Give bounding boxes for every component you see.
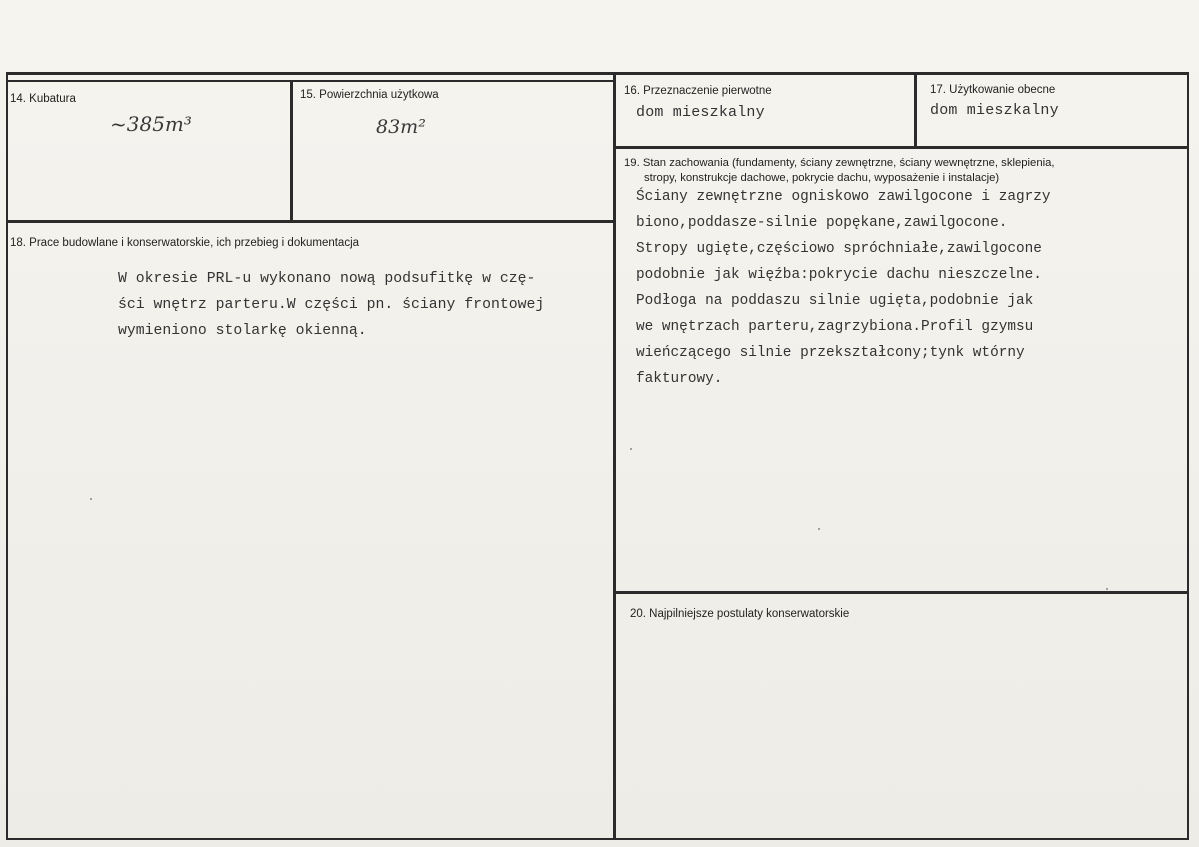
field-18-line: W okresie PRL-u wykonano nową podsufitkę w czę- (118, 271, 536, 287)
field-19-line: Ściany zewnętrzne ogniskowo zawilgocone i zagrzy (636, 189, 1051, 205)
paper-speck (630, 448, 632, 450)
field-16-value: dom mieszkalny (636, 104, 765, 121)
field-19-line: Stropy ugięte,częściowo spróchniałe,zawilgocone (636, 241, 1042, 257)
paper-speck (818, 528, 820, 530)
bottom-rule (6, 838, 1189, 840)
field-19-line: fakturowy. (636, 371, 723, 387)
row3-rule-right (614, 591, 1188, 594)
field-19-text (636, 184, 1051, 392)
field-15-label: 15. Powierzchnia użytkowa (300, 89, 439, 101)
field-18-line: wymieniono stolarkę okienną. (118, 323, 367, 339)
left-border (6, 72, 8, 840)
field-15-value: 83m² (376, 116, 426, 138)
field-19-label-line2: stropy, konstrukcje dachowe, pokrycie dachu, wyposażenie i instalacje) (644, 172, 1000, 184)
field-17-value: dom mieszkalny (930, 102, 1059, 119)
field-18-line: ści wnętrz parteru.W części pn. ściany frontowej (118, 297, 545, 313)
field-20-label: 20. Najpilniejsze postulaty konserwatorskie (630, 608, 850, 620)
field-19-line: we wnętrzach parteru,zagrzybiona.Profil gzymsu (636, 319, 1034, 335)
field-19-line: wieńczącego silnie przekształcony;tynk wtórny (636, 345, 1025, 361)
field-17-label: 17. Użytkowanie obecne (930, 84, 1056, 96)
field-19-line: biono,poddasze-silnie popękane,zawilgocone. (636, 215, 1008, 231)
field-18-label: 18. Prace budowlane i konserwatorskie, ich przebieg i dokumentacja (10, 237, 360, 249)
field-19-line: podobnie jak więźba:pokrycie dachu nieszczelne. (636, 267, 1042, 283)
field-14-label: 14. Kubatura (10, 93, 76, 105)
field-16-label: 16. Przeznaczenie pierwotne (624, 85, 772, 97)
row1-bottom-rule-left (6, 220, 614, 223)
center-divider (613, 72, 616, 840)
top-rule (6, 72, 1189, 75)
row1-rule-left (6, 80, 614, 82)
right-border (1187, 72, 1189, 840)
divider-14-15 (290, 80, 293, 223)
paper-speck (90, 498, 92, 500)
row1-bottom-rule-right (614, 146, 1188, 149)
paper-speck (1106, 588, 1108, 590)
divider-16-17 (914, 72, 917, 148)
field-14-value: ~385m³ (110, 112, 192, 136)
field-19-label-line1: 19. Stan zachowania (fundamenty, ściany zewnętrzne, ściany wewnętrzne, sklepienia, (624, 157, 1055, 169)
field-19-line: Podłoga na poddaszu silnie ugięta,podobnie jak (636, 293, 1034, 309)
field-18-text (118, 266, 544, 344)
